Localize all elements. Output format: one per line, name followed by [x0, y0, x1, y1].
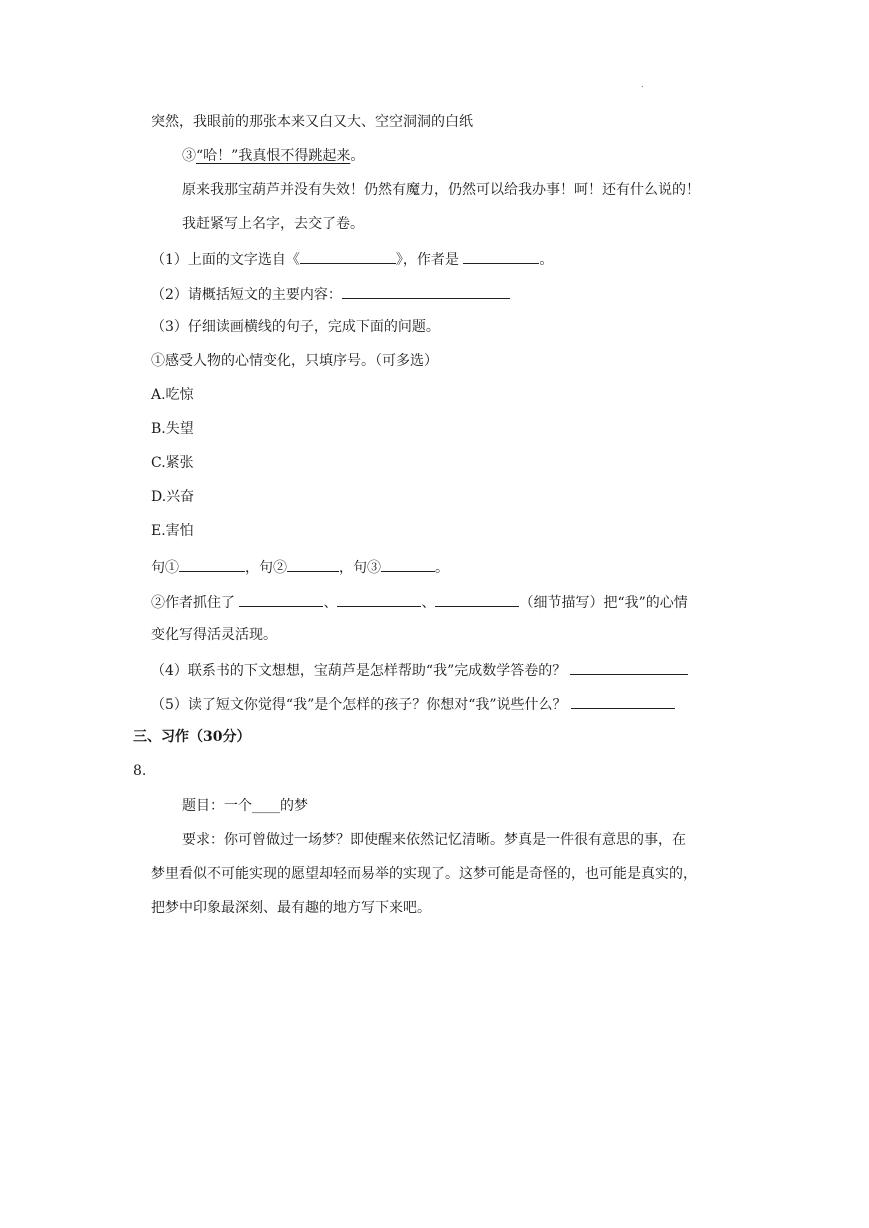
- question-3-prompt: （3）仔细读画横线的句子，完成下面的问题。: [151, 319, 440, 335]
- question-2-prefix: （2）请概括短文的主要内容：: [151, 287, 342, 303]
- sentence-2-blank[interactable]: [287, 556, 339, 572]
- summary-blank[interactable]: [342, 283, 510, 299]
- mood-fill-line: [151, 556, 449, 578]
- underlined-sentence-3: “哈！”我真恨不得跳起来: [196, 148, 351, 164]
- question-2: [151, 283, 510, 305]
- question-3-sub-2-suffix: （细节描写）把“我”的心情: [519, 595, 688, 611]
- book-title-blank[interactable]: [300, 248, 396, 264]
- detail-blank-3[interactable]: [435, 591, 519, 607]
- question-4-answer-blank[interactable]: [570, 659, 688, 675]
- sentence-3-blank[interactable]: [381, 556, 435, 572]
- author-blank[interactable]: [463, 248, 539, 264]
- question-3-sub-1: ①感受人物的心情变化，只填序号。（可多选）: [151, 353, 438, 369]
- question-3-sub-2: [151, 591, 688, 613]
- essay-title: [182, 796, 308, 816]
- separator-2: 、: [421, 595, 436, 611]
- question-5: [151, 693, 675, 715]
- sentence-2-label: ，句②: [245, 560, 287, 576]
- essay-title-blank: ____: [252, 798, 280, 814]
- question-1-prefix: （1）上面的文字选自《: [151, 252, 300, 268]
- passage-line-2: [182, 146, 364, 166]
- passage-line-2-end: 。: [350, 148, 365, 164]
- essay-requirement-line-2: 梦里看似不可能实现的愿望却轻而易举的实现了。这梦可能是奇怪的，也可能是真实的，: [151, 866, 697, 882]
- option-a: A.吃惊: [151, 387, 194, 403]
- question-4: [151, 659, 688, 681]
- passage-line-4: 我赶紧写上名字，去交了卷。: [182, 216, 364, 232]
- essay-requirement-line-3: 把梦中印象最深刻、最有趣的地方写下来吧。: [151, 900, 431, 916]
- question-5-text: （5）读了短文你觉得“我”是个怎样的孩子？你想对“我”说些什么？: [151, 697, 567, 713]
- question-4-text: （4）联系书的下文想想，宝葫芦是怎样帮助“我”完成数学答卷的？: [151, 663, 567, 679]
- separator-1: 、: [323, 595, 338, 611]
- option-c: C.紧张: [151, 455, 194, 471]
- question-1-end: 。: [539, 252, 554, 268]
- question-1: [151, 248, 553, 270]
- essay-title-suffix: 的梦: [280, 798, 308, 814]
- question-8-number: 8.: [133, 763, 147, 779]
- sentence-3-label: ，句③: [339, 560, 381, 576]
- sentence-marker-3: ③: [182, 148, 196, 164]
- question-3-sub-2-line-2: 变化写得活灵活现。: [151, 627, 277, 643]
- top-mark: .: [641, 80, 644, 89]
- passage-line-3: 原来我那宝葫芦并没有失效！仍然有魔力，仍然可以给我办事！呵！还有什么说的！: [182, 182, 700, 198]
- sentence-1-label: 句①: [151, 560, 179, 576]
- essay-title-prefix: 题目：一个: [182, 798, 252, 814]
- mood-fill-end: 。: [435, 560, 449, 576]
- question-5-answer-blank[interactable]: [571, 693, 675, 709]
- detail-blank-2[interactable]: [337, 591, 421, 607]
- question-1-middle: 》，作者是: [395, 252, 459, 268]
- option-e: E.害怕: [151, 523, 194, 539]
- essay-requirement-line-1: 要求：你可曾做过一场梦？即使醒来依然记忆清晰。梦真是一件很有意思的事，在: [182, 832, 686, 848]
- question-3-sub-2-prefix: ②作者抓住了: [151, 595, 235, 611]
- sentence-1-blank[interactable]: [179, 556, 245, 572]
- section-3-heading: 三、习作（30分）: [133, 729, 251, 745]
- option-d: D.兴奋: [151, 489, 195, 505]
- detail-blank-1[interactable]: [239, 591, 323, 607]
- passage-line-1: 突然，我眼前的那张本来又白又大、空空洞洞的白纸: [151, 114, 473, 130]
- option-b: B.失望: [151, 421, 194, 437]
